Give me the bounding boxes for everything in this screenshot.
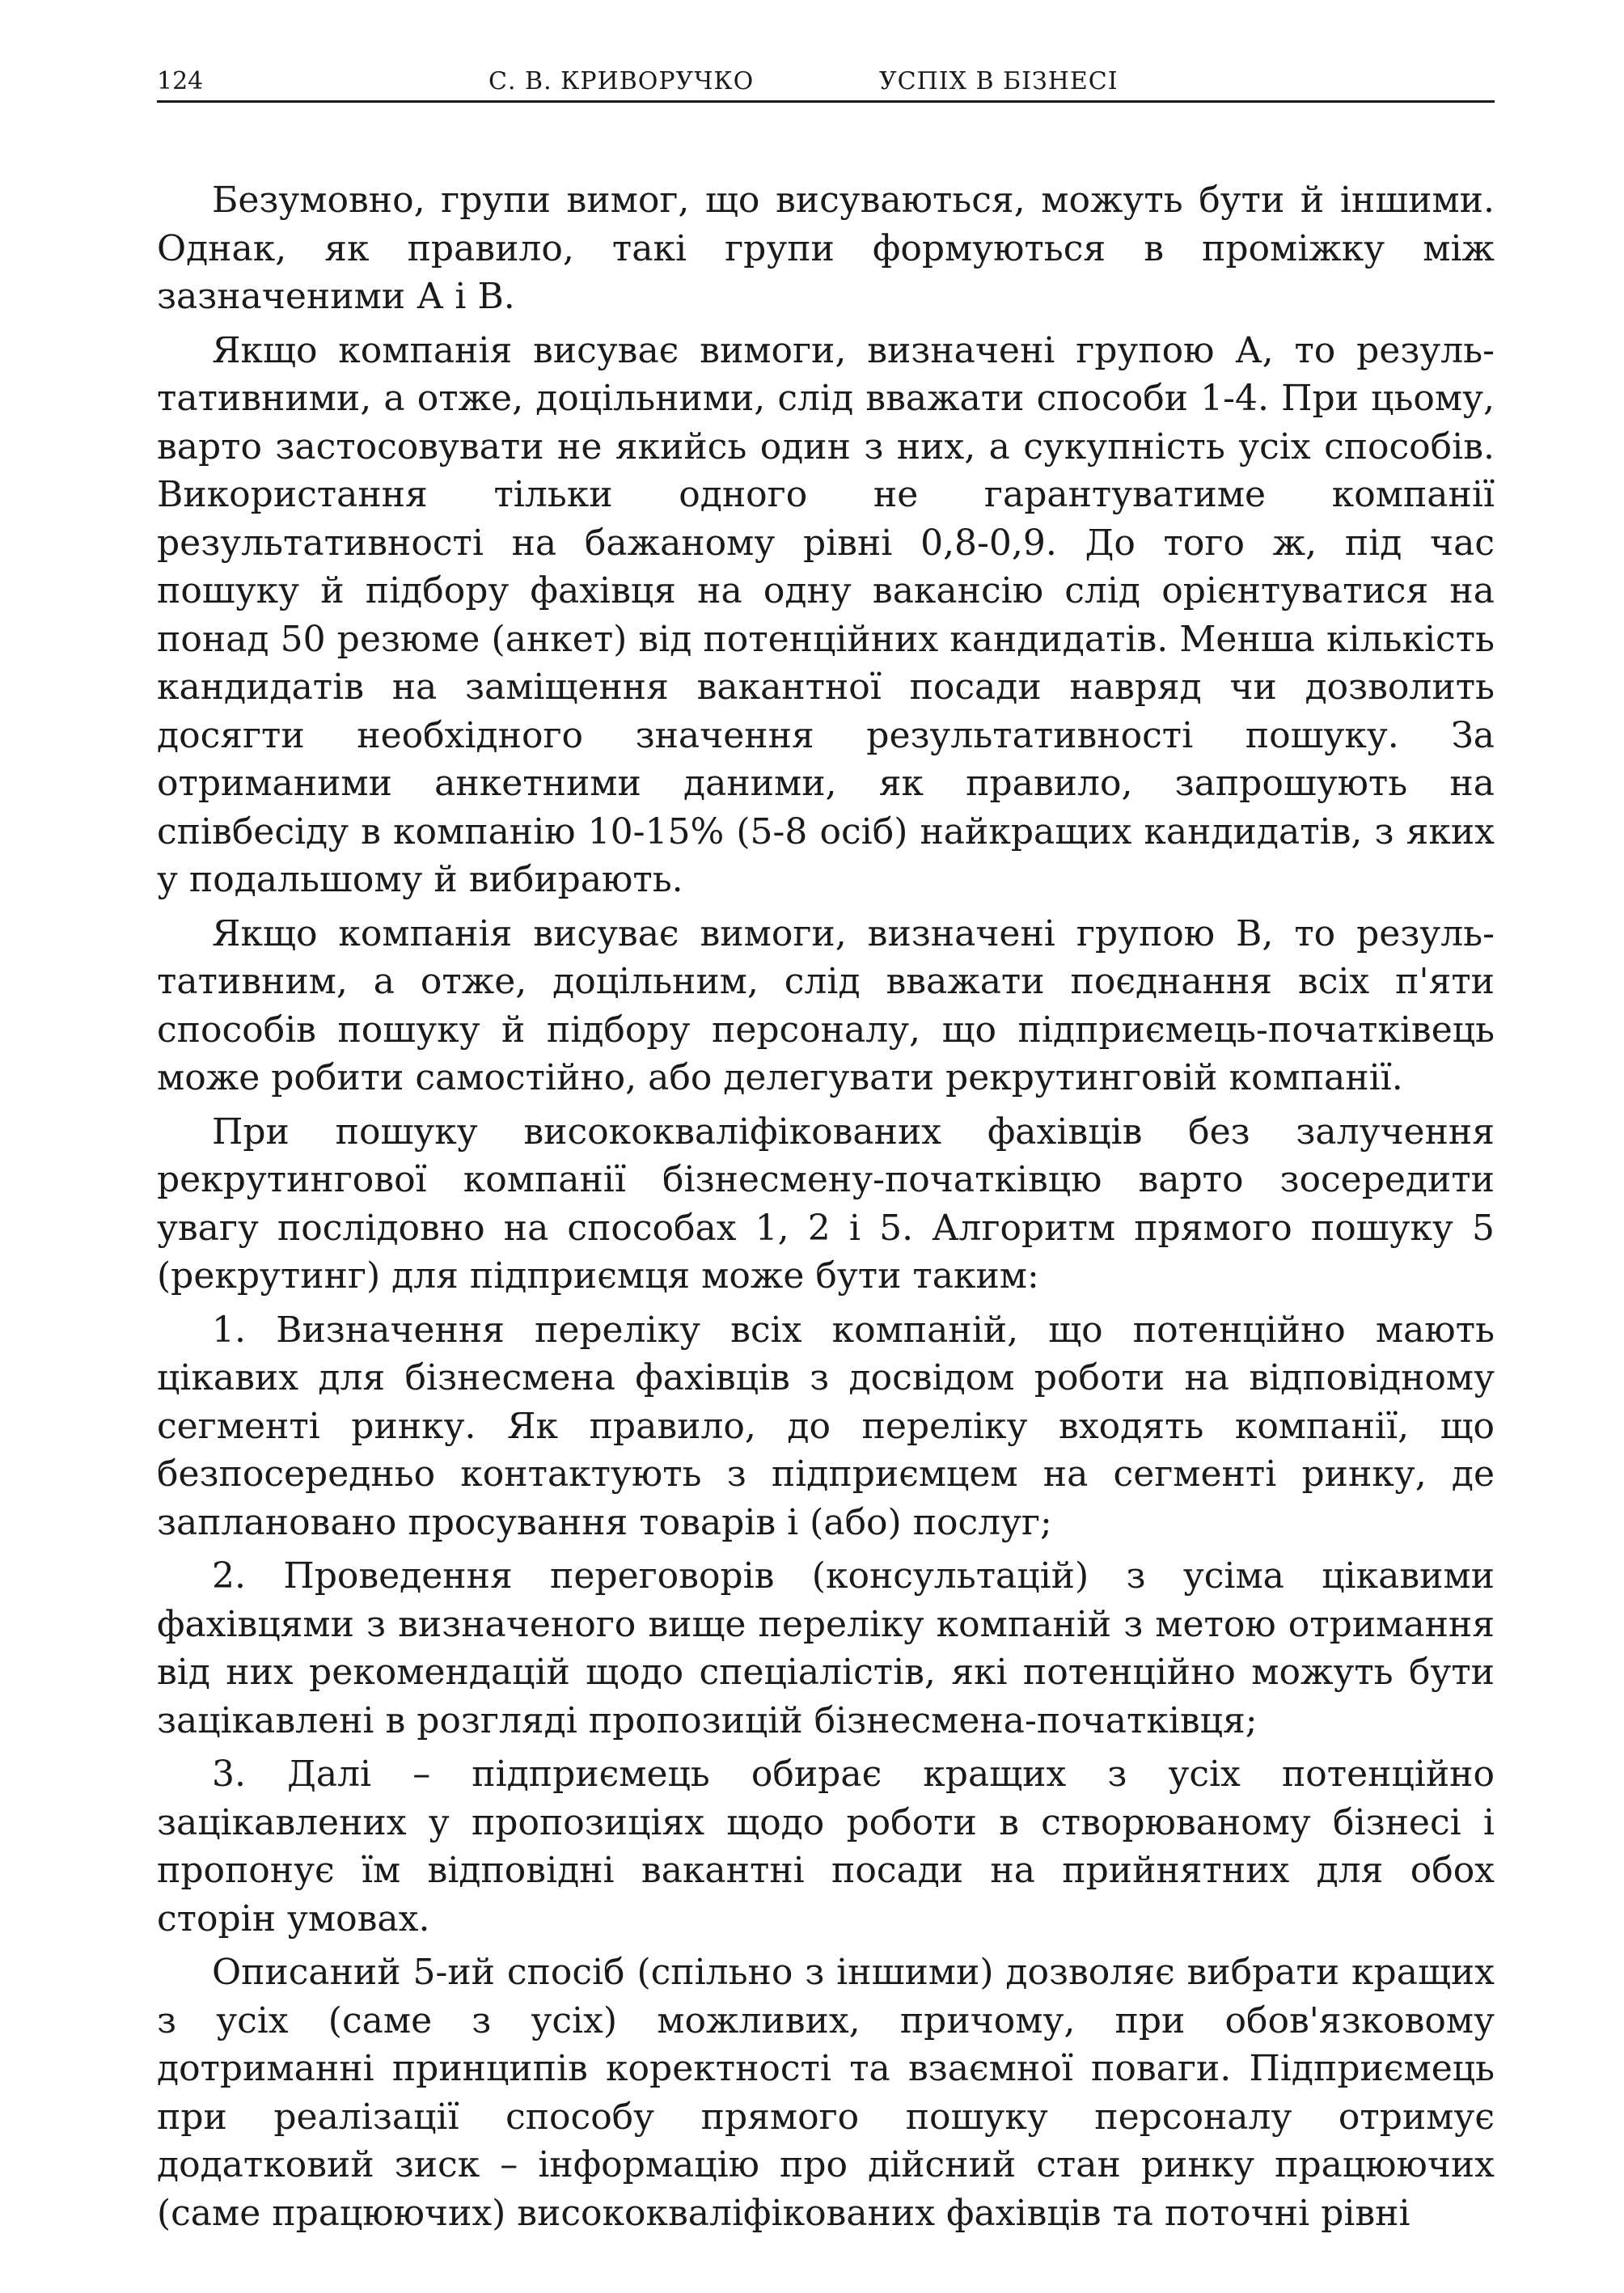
header-author: С. В. КРИВОРУЧКО xyxy=(488,67,755,95)
paragraph: При пошуку висококваліфікованих фахівців без залучення рекрутингової компанії бізнесмену-початківцю варто зосередити увагу послідовно на способах 1, 2 і 5. Алгоритм прямого пошуку 5 (рекрутинг) для підприємця може бути таким: xyxy=(157,1111,1495,1297)
body-text xyxy=(157,176,1495,2247)
paragraph: Безумовно, групи вимог, що висуваються, можуть бути й іншими. Однак, як правило, такі групи формуються в проміжку між зазначеними А і В. xyxy=(157,180,1495,317)
list-item: 1. Визначення переліку всіх компаній, що потенційно мають цікавих для бізнесмена фахівців з досвідом роботи на відповідному сегменті ринку. Як правило, до переліку входять компанії, що безпосередньо контактують з підприємцем на сегменті ринку, де заплановано просування товарів і (або) послуг; xyxy=(157,1309,1495,1543)
page-number: 124 xyxy=(157,67,204,95)
paragraph: Описаний 5-ий спосіб (спільно з іншими) дозволяє вибрати кращих з усіх (саме з усіх) можливих, причому, при обов'язковому дотриманні принципів коректності та взаємної поваги. Підприємець при реалізації способу прямого пошуку персоналу отримує додатковий зиск – інформацію про дійсний стан ринку працюючих (саме працюючих) висококваліфікованих фахівців та поточні рівні xyxy=(157,1952,1495,2234)
running-header xyxy=(157,63,1495,103)
list-item: 2. Проведення переговорів (консультацій) з усіма цікавими фахівцями з визначеного вище переліку компаній з метою отримання від них рекомендацій щодо спеціалістів, які потенційно можуть бути зацікавлені в розгляді пропозицій бізнесмена-початківця; xyxy=(157,1555,1495,1741)
paragraph: Якщо компанія висуває вимоги, визначені групою А, то результативними, а отже, доцільними, слід вважати способи 1-4. При цьому, варто застосовувати не якийсь один з них, а сукупність усіх способів. Використання тільки одного не гарантуватиме компанії результативності на бажаному рівні 0,8-0,9. До того ж, під час пошуку й підбору фахівця на одну вакансію слід орієнтуватися на понад 50 резюме (анкет) від потенційних кандидатів. Менша кількість кандидатів на заміщення вакантної посади навряд чи дозволить досягти необхідного значення результативності пошуку. За отриманими анкетними даними, як правило, запрошують на співбесіду в компанію 10-15% (5-8 осіб) найкращих кандидатів, з яких у подальшому й вибирають. xyxy=(157,329,1495,900)
header-book-title: УСПІХ В БІЗНЕСІ xyxy=(879,67,1119,95)
paragraph: Якщо компанія висуває вимоги, визначені групою В, то результативним, а отже, доцільним, слід вважати поєднання всіх п'яти способів пошуку й підбору персоналу, що підприємець-початківець може робити самостійно, або делегувати рекрутинговій компанії. xyxy=(157,912,1495,1098)
list-item: 3. Далі – підприємець обирає кращих з усіх потенційно зацікавлених у пропозиціях щодо роботи в створюваному бізнесі і пропонує їм відповідні вакантні посади на прийнятних для обох сторін умовах. xyxy=(157,1754,1495,1940)
